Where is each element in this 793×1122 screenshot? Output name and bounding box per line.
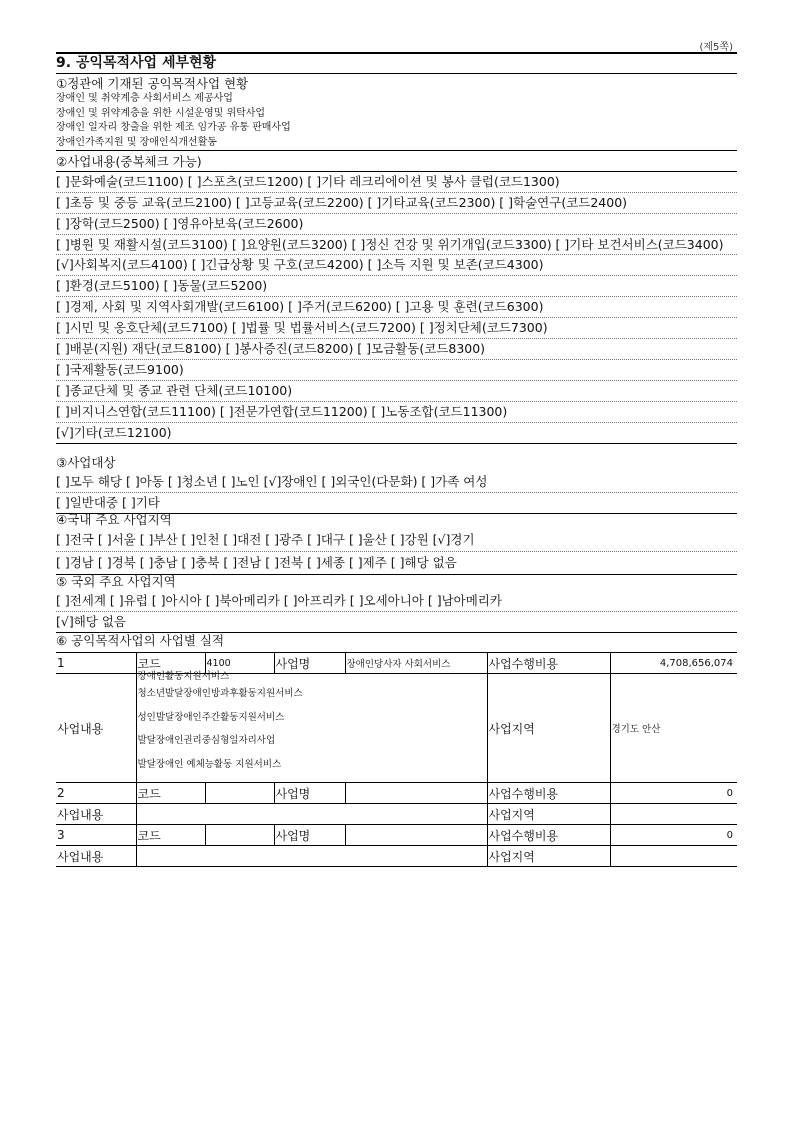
- checkbox-row: [ ]배분(지원) 재단(코드8100) [ ]봉사증진(코드8200) [ ]모금활동(코드8300): [56, 339, 737, 360]
- region-label: 사업지역: [487, 804, 610, 825]
- table-row: [56, 804, 737, 825]
- cost-value: 0: [610, 825, 737, 846]
- list-item: 장애인 및 취약계층 사회서비스 제공사업: [56, 93, 233, 104]
- region-value: [610, 804, 737, 825]
- checkbox-row: [ ]경남 [ ]경북 [ ]충남 [ ]충북 [ ]전남 [ ]전북 [ ]세종 [ ]제주 [ ]해당 없음: [56, 552, 737, 575]
- checkbox-row: [ ]비지니스연합(코드11100) [ ]전문가연합(코드11200) [ ]노동조합(코드11300): [56, 402, 737, 423]
- checkbox-row: [ ]초등 및 중등 교육(코드2100) [ ]고등교육(코드2200) [ ]기타교육(코드2300) [ ]학술연구(코드2400): [56, 193, 737, 214]
- activity-item: 발달장애인권리중심형일자리사업: [137, 735, 276, 746]
- content-value: [136, 804, 487, 825]
- page-number: (제5쪽): [699, 42, 733, 53]
- table-row: [56, 846, 737, 867]
- table-row: [56, 825, 737, 846]
- content-value: [136, 671, 487, 783]
- checkbox-row: [ ]문화예술(코드1100) [ ]스포츠(코드1200) [ ]기타 레크리에이션 및 봉사 클럽(코드1300): [56, 172, 737, 193]
- section-heading: ④국내 주요 사업지역: [56, 512, 172, 527]
- checkbox-row: [ ]전국 [ ]서울 [ ]부산 [ ]인천 [ ]대전 [ ]광주 [ ]대구 [ ]울산 [ ]강원 [√]경기: [56, 529, 737, 552]
- section-heading: ⑤ 국외 주요 사업지역: [56, 574, 176, 589]
- code-value: [205, 783, 274, 804]
- page-title: 9. 공익목적사업 세부현황: [56, 52, 737, 74]
- content-value: [136, 846, 487, 867]
- name-label: 사업명: [274, 825, 345, 846]
- activity-item: 장애인활동지원서비스: [137, 671, 230, 682]
- region-label: 사업지역: [487, 846, 610, 867]
- name-value: [345, 783, 487, 804]
- code-label: 코드: [136, 653, 205, 674]
- checkbox-row: [ ]환경(코드5100) [ ]동물(코드5200): [56, 276, 737, 297]
- checkbox-row: [√]해당 없음: [56, 612, 737, 633]
- name-label: 사업명: [274, 783, 345, 804]
- cost-value: 0: [610, 783, 737, 804]
- code-value: 4100: [205, 653, 274, 674]
- checkbox-row: [ ]시민 및 옹호단체(코드7100) [ ]법률 및 법률서비스(코드7200) [ ]정치단체(코드7300): [56, 318, 737, 339]
- content-label: 사업내용: [56, 804, 136, 825]
- checkbox-row: [√]기타(코드12100): [56, 423, 737, 444]
- table-row: [56, 783, 737, 804]
- region-value: [610, 846, 737, 867]
- section-heading: ③사업대상: [56, 455, 116, 470]
- activity-item: 성인발달장애인주간활동지원서비스: [137, 711, 285, 723]
- project-no: 1: [56, 653, 136, 674]
- checkbox-row: [ ]모두 해당 [ ]아동 [ ]청소년 [ ]노인 [√]장애인 [ ]외국인(다문화) [ ]가족 여성: [56, 472, 737, 493]
- section-overseas-region: [56, 573, 737, 633]
- project-no: 2: [56, 783, 136, 804]
- checkbox-row: [ ]종교단체 및 종교 관련 단체(코드10100): [56, 381, 737, 402]
- section-performance: [56, 631, 737, 650]
- checkbox-row: [ ]전세계 [ ]유럽 [ ]아시아 [ ]북아메리카 [ ]아프리카 [ ]오세아니아 [ ]남아메리카: [56, 591, 737, 612]
- list-item: 장애인 일자리 창출을 위한 제조 임가공 유통 판매사업: [56, 122, 291, 133]
- name-value: [345, 825, 487, 846]
- section-articles: [56, 76, 737, 151]
- section-business-content: [56, 152, 737, 444]
- activity-item: 청소년발달장애인방과후활동지원서비스: [137, 688, 303, 699]
- table-row: [56, 674, 737, 783]
- performance-table: [56, 652, 737, 867]
- cost-label: 사업수행비용: [487, 653, 610, 674]
- list-item: 장애인 및 위약계층을 위한 시설운영및 위탁사업: [56, 107, 266, 119]
- section-heading: ⑥ 공익목적사업의 사업별 실적: [56, 633, 225, 648]
- content-label: 사업내용: [56, 846, 136, 867]
- list-item: 장애인가족지원 및 장애인식개선활동: [56, 136, 737, 152]
- code-label: 코드: [136, 825, 205, 846]
- checkbox-row: [ ]병원 및 재활시설(코드3100) [ ]요양원(코드3200) [ ]정신 건강 및 위기개입(코드3300) [ ]기타 보건서비스(코드3400): [56, 235, 737, 255]
- name-value: 장애인당사자 사회서비스: [345, 653, 487, 674]
- content-label: 사업내용: [56, 674, 136, 783]
- checkbox-row: [ ]경제, 사회 및 지역사회개발(코드6100) [ ]주거(코드6200) [ ]고용 및 훈련(코드6300): [56, 297, 737, 318]
- project-no: 3: [56, 825, 136, 846]
- cost-value: 4,708,656,074: [610, 653, 737, 674]
- section-domestic-region: [56, 511, 737, 575]
- section-target: [56, 454, 737, 514]
- code-value: [205, 825, 274, 846]
- checkbox-row: [ ]일반대중 [ ]기타: [56, 493, 737, 514]
- cost-label: 사업수행비용: [487, 783, 610, 804]
- region-label: 사업지역: [487, 674, 610, 783]
- name-label: 사업명: [274, 653, 345, 674]
- checkbox-row: [ ]국제활동(코드9100): [56, 360, 737, 381]
- checkbox-row: [ ]장학(코드2500) [ ]영유아보육(코드2600): [56, 214, 737, 235]
- activity-item: 발달장애인 예체능활동 지원서비스: [137, 758, 282, 770]
- code-label: 코드: [136, 783, 205, 804]
- cost-label: 사업수행비용: [487, 825, 610, 846]
- section-heading: ②사업내용(중복체크 가능): [56, 152, 737, 172]
- section-heading: ①정관에 기재된 공익목적사업 현황: [56, 76, 249, 91]
- checkbox-row: [√]사회복지(코드4100) [ ]긴급상황 및 구호(코드4200) [ ]소득 지원 및 보존(코드4300): [56, 255, 737, 276]
- region-value: 경기도 안산: [610, 674, 737, 783]
